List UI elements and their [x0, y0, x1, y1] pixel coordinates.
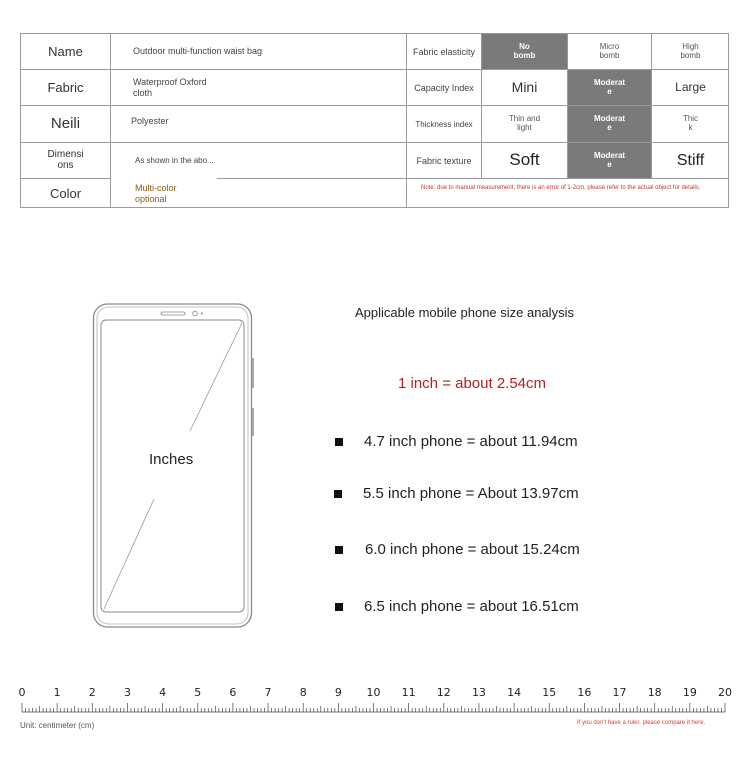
- ruler-number: 13: [471, 686, 486, 699]
- ruler-number: 17: [612, 686, 627, 699]
- size-item-5-5: 5.5 inch phone = About 13.97cm: [334, 485, 579, 502]
- attr-fabric-texture: Fabric texture: [416, 155, 472, 166]
- size-item-6-5: 6.5 inch phone = about 16.51cm: [335, 598, 579, 615]
- option-micro-bomb: Micro bomb: [599, 41, 620, 60]
- option-thin-and-light: Thin and light: [508, 114, 541, 132]
- ruler-number: 20: [718, 686, 732, 699]
- ruler-number: 5: [194, 686, 202, 699]
- value-color: Multi-color optional: [135, 183, 177, 204]
- size-item-6-0: 6.0 inch phone = about 15.24cm: [335, 541, 580, 558]
- phone-label: Inches: [149, 451, 194, 468]
- label-dimensions: Dimensi ons: [47, 149, 84, 171]
- label-neili: Neili: [50, 115, 81, 133]
- ruler-number: 19: [682, 686, 697, 699]
- option-high-bomb: High bomb: [680, 41, 701, 60]
- inch-definition: 1 inch = about 2.54cm: [398, 375, 547, 392]
- option-moderate-thickness: Moderat e: [568, 106, 651, 142]
- ruler-number: 7: [264, 686, 272, 699]
- ruler-number: 14: [507, 686, 522, 699]
- option-moderate-capacity: Moderat e: [568, 70, 651, 105]
- size-item-4-7: 4.7 inch phone = about 11.94cm: [335, 433, 578, 450]
- bullet-icon: [335, 546, 343, 554]
- ruler-number: 4: [159, 686, 167, 699]
- phone-section-title: Applicable mobile phone size analysis: [355, 305, 574, 320]
- bullet-icon: [335, 603, 343, 611]
- bullet-icon: [334, 490, 342, 498]
- ruler-number: 2: [88, 686, 96, 699]
- ruler-number: 11: [401, 686, 416, 699]
- ruler-number: 8: [299, 686, 307, 699]
- bullet-icon: [335, 438, 343, 446]
- ruler-number: 12: [436, 686, 451, 699]
- ruler-number: 18: [647, 686, 662, 699]
- value-fabric: Waterproof Oxford cloth: [133, 77, 207, 98]
- option-mini: Mini: [511, 78, 538, 95]
- attr-capacity-index: Capacity Index: [414, 82, 474, 93]
- ruler-number: 0: [18, 686, 26, 699]
- ruler-number: 15: [542, 686, 557, 699]
- ruler-number: 10: [366, 686, 381, 699]
- option-soft: Soft: [509, 150, 540, 170]
- attr-thickness-index: Thickness index: [415, 119, 473, 129]
- option-moderate-texture: Moderat e: [568, 143, 651, 178]
- ruler-number: 16: [577, 686, 592, 699]
- attr-fabric-elasticity: Fabric elasticity: [412, 46, 475, 57]
- ruler-unit-label: Unit: centimeter (cm): [20, 721, 95, 730]
- option-thick: Thic k: [682, 114, 699, 132]
- ruler-number: 9: [334, 686, 342, 699]
- option-stiff: Stiff: [676, 151, 705, 169]
- ruler-number: 6: [229, 686, 237, 699]
- centimeter-ruler: [0, 680, 750, 740]
- option-large: Large: [675, 79, 706, 94]
- value-dimensions: As shown in the abo...: [135, 155, 214, 165]
- label-name: Name: [48, 43, 83, 59]
- label-fabric: Fabric: [47, 79, 84, 95]
- measurement-note: Note: due to manual measurement, there is an error of 1-2cm, please refer to the actual object for details.: [421, 185, 701, 191]
- value-name: Outdoor multi-function waist bag: [133, 46, 263, 57]
- value-neili: Polyester: [131, 115, 169, 126]
- label-color: Color: [49, 185, 82, 201]
- ruler-number: 3: [123, 686, 131, 699]
- ruler-number: 1: [53, 686, 61, 699]
- ruler-note: If you don't have a ruler, please compare it here.: [577, 720, 706, 726]
- spec-table: [20, 33, 729, 208]
- option-no-bomb: No bomb: [482, 34, 567, 69]
